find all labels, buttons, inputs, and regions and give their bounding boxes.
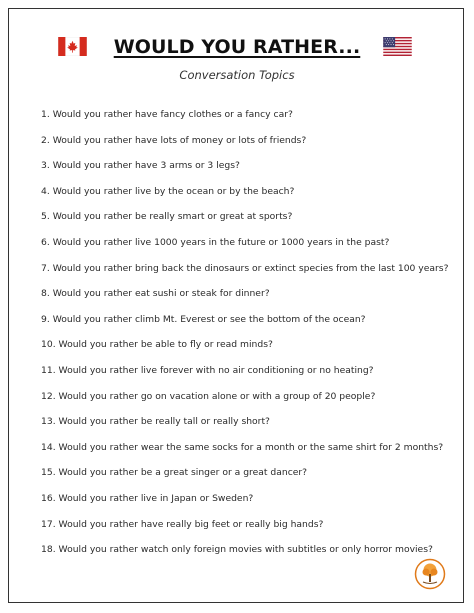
list-item [41,415,461,441]
list-item [41,287,461,313]
question-number: 4. [41,185,50,197]
list-item [41,390,461,416]
question-number: 2. [41,134,50,146]
question-number: 11. [41,364,56,376]
question-number: 3. [41,160,50,172]
list-item [41,492,461,518]
list-item [41,108,461,134]
question-number: 18. [41,544,56,556]
question-text: Would you rather bring back the dinosaurs or extinct species from the last 100 years? [52,262,449,274]
usa-flag-icon [383,37,412,56]
question-text: Would you rather live 1000 years in the future or 1000 years in the past? [52,236,390,248]
tree-logo-icon [414,558,446,590]
list-item [41,313,461,339]
question-number: 6. [41,236,50,248]
canada-flag-icon [58,37,87,56]
question-text: Would you rather have 3 arms or 3 legs? [52,160,240,172]
page-title: WOULD YOU RATHER... [113,36,361,58]
question-text: Would you rather have really big feet or really big hands? [58,518,324,530]
question-number: 16. [41,492,56,504]
page-subtitle: Conversation Topics [179,68,295,82]
question-text: Would you rather be a great singer or a great dancer? [58,467,308,479]
question-text: Would you rather watch only foreign movies with subtitles or only horror movies? [58,544,433,556]
list-item [41,236,461,262]
list-item [41,262,461,288]
question-text: Would you rather climb Mt. Everest or see the bottom of the ocean? [52,313,366,325]
question-number: 9. [41,313,50,325]
list-item [41,543,461,569]
question-text: Would you rather have fancy clothes or a fancy car? [52,109,293,120]
question-number: 17. [41,518,56,530]
question-text: Would you rather eat sushi or steak for dinner? [52,288,270,300]
list-item [41,134,461,160]
question-text: Would you rather live forever with no air conditioning or no heating? [58,364,374,376]
question-text: Would you rather live by the ocean or by the beach? [52,185,295,197]
list-item [41,518,461,544]
question-text: Would you rather live in Japan or Sweden? [58,492,254,504]
list-item [41,441,461,467]
question-text: Would you rather be able to fly or read minds? [58,339,273,351]
header [0,32,474,64]
question-list [41,108,461,569]
question-number: 14. [41,441,56,453]
question-number: 15. [41,467,56,479]
question-text: Would you rather be really tall or really short? [58,416,270,428]
question-text: Would you rather go on vacation alone or with a group of 20 people? [58,390,376,402]
question-text: Would you rather have lots of money or lots of friends? [52,134,307,146]
question-text: Would you rather be really smart or great at sports? [52,211,293,223]
list-item [41,185,461,211]
list-item [41,159,461,185]
list-item [41,338,461,364]
question-number: 7. [41,262,50,274]
list-item [41,466,461,492]
question-number: 5. [41,211,50,223]
list-item [41,210,461,236]
question-number: 8. [41,288,50,300]
question-number: 1. [41,109,50,120]
list-item [41,364,461,390]
question-number: 13. [41,416,56,428]
question-number: 10. [41,339,56,351]
question-text: Would you rather wear the same socks for a month or the same shirt for 2 months? [58,441,444,453]
question-number: 12. [41,390,56,402]
